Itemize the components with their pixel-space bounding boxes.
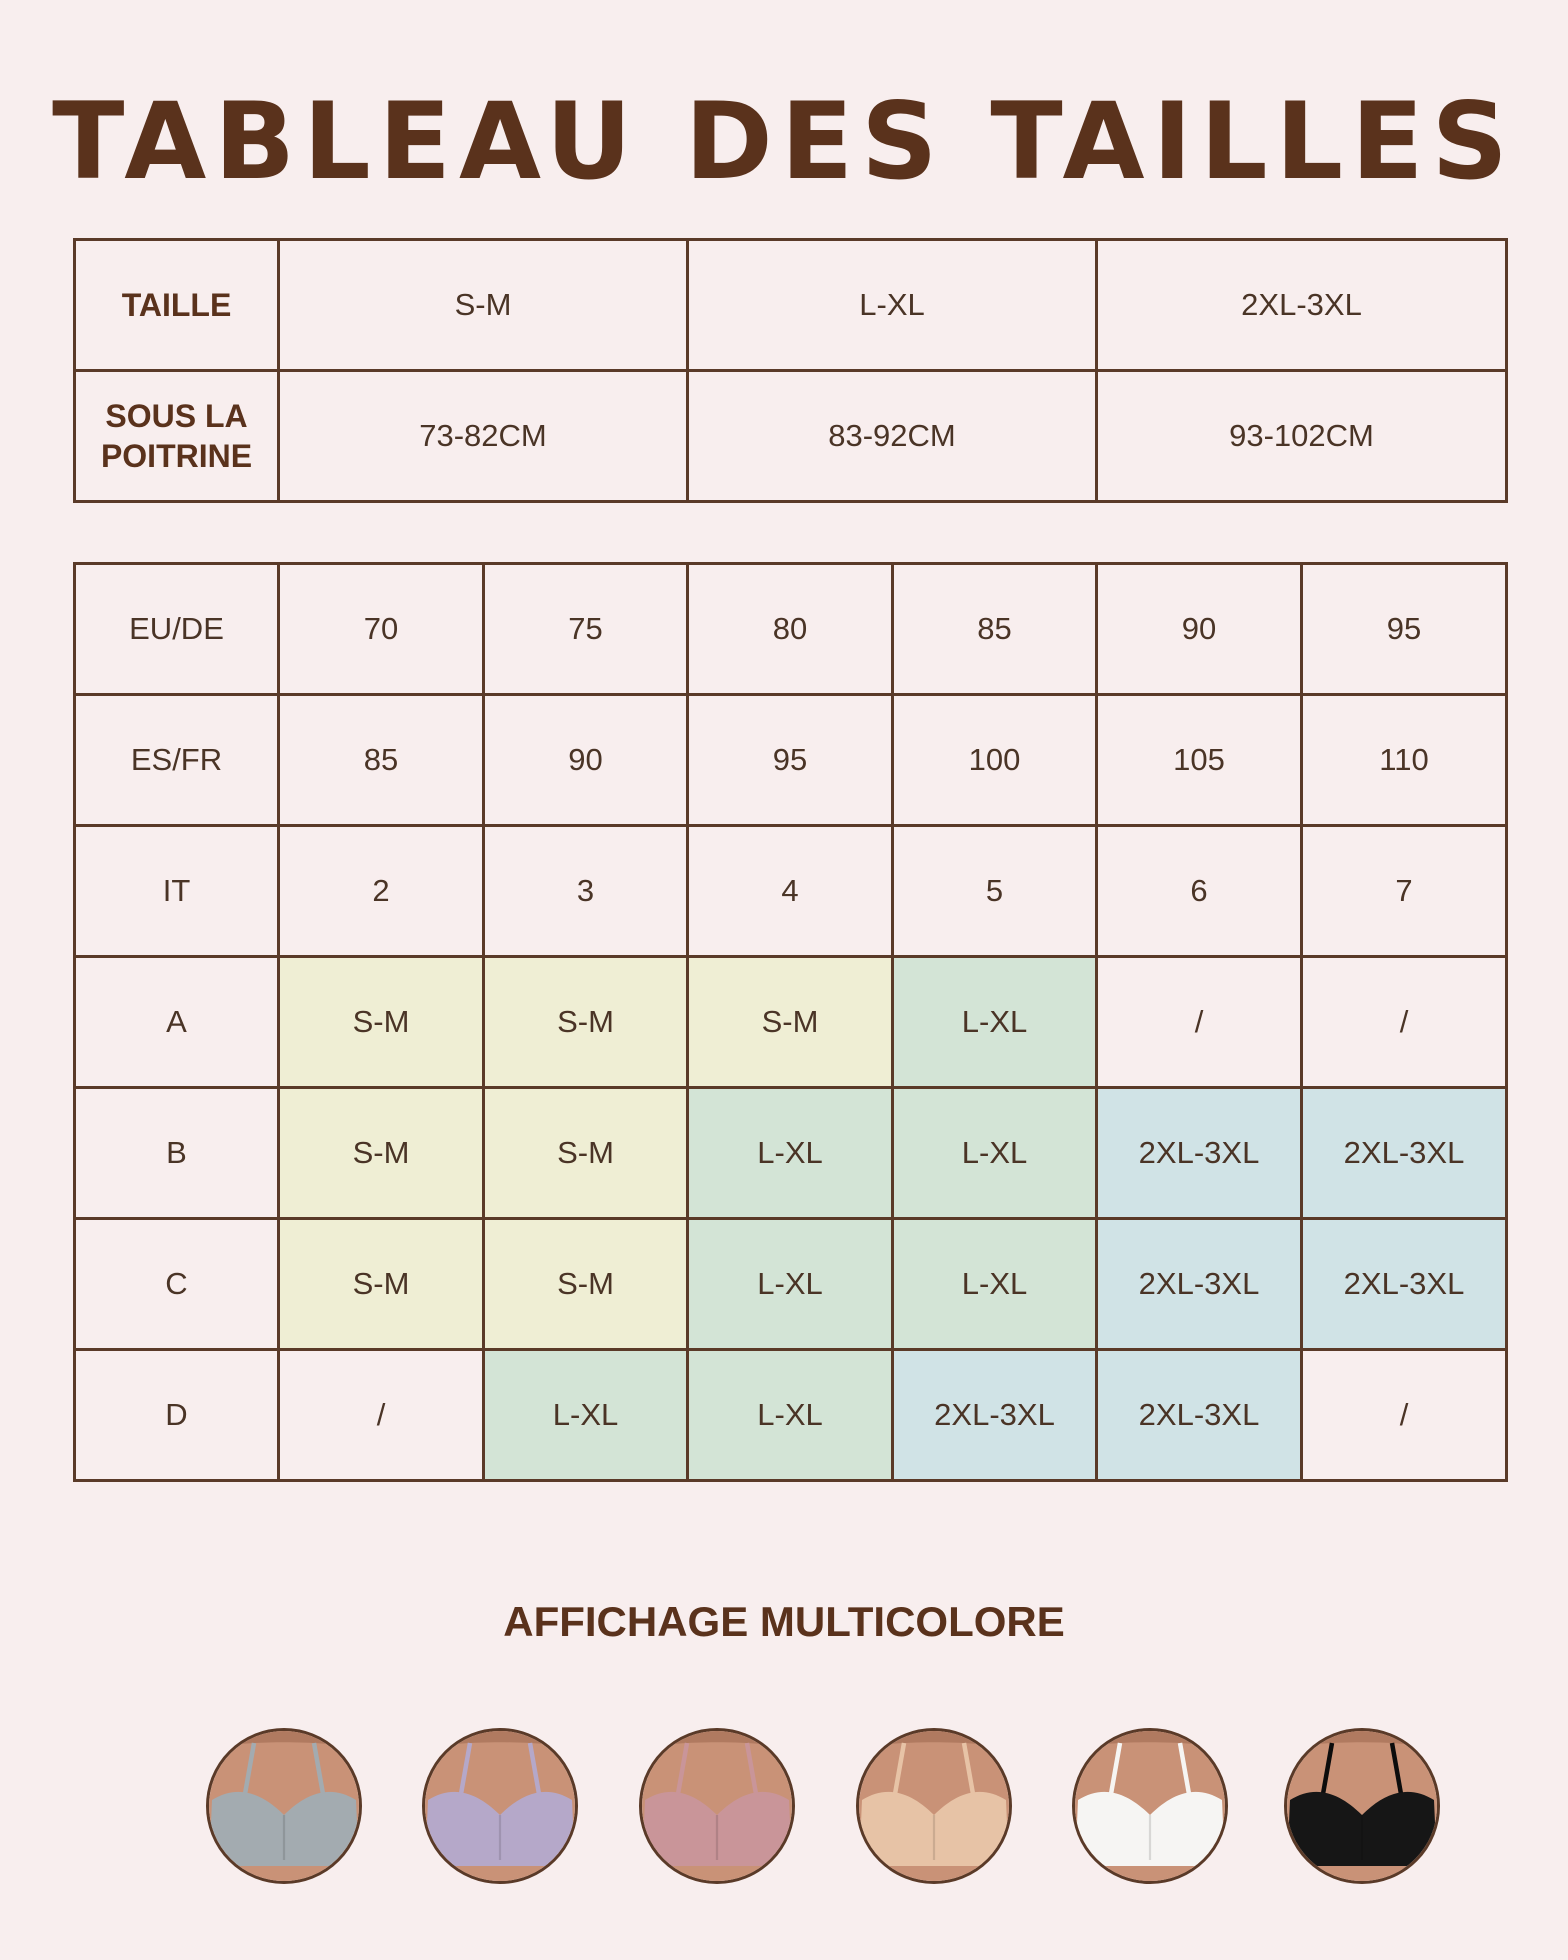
row-header: A bbox=[75, 957, 279, 1088]
table-cell: 2XL-3XL bbox=[1097, 1350, 1302, 1481]
size-table bbox=[73, 238, 1508, 503]
table-cell: L-XL bbox=[893, 957, 1097, 1088]
table-cell: 95 bbox=[1302, 564, 1507, 695]
table-row bbox=[75, 1088, 1507, 1219]
swatch-beige[interactable] bbox=[856, 1728, 1012, 1884]
table-row bbox=[75, 957, 1507, 1088]
bra-icon bbox=[642, 1731, 792, 1881]
row-header: EU/DE bbox=[75, 564, 279, 695]
table-cell: 90 bbox=[1097, 564, 1302, 695]
table-row bbox=[75, 1219, 1507, 1350]
table-cell: 70 bbox=[279, 564, 484, 695]
table-cell: L-XL bbox=[688, 1350, 893, 1481]
table-cell: L-XL bbox=[484, 1350, 688, 1481]
table-cell: 4 bbox=[688, 826, 893, 957]
table-cell: / bbox=[1302, 1350, 1507, 1481]
table-cell: 85 bbox=[279, 695, 484, 826]
section-title: AFFICHAGE MULTICOLORE bbox=[503, 1598, 1065, 1645]
row-header: TAILLE bbox=[75, 240, 279, 371]
table-cell: 7 bbox=[1302, 826, 1507, 957]
swatch-lavender[interactable] bbox=[422, 1728, 578, 1884]
row-header: D bbox=[75, 1350, 279, 1481]
table-cell: 95 bbox=[688, 695, 893, 826]
size-cell: 73-82CM bbox=[279, 371, 688, 502]
size-cell: L-XL bbox=[688, 240, 1097, 371]
table-cell: 5 bbox=[893, 826, 1097, 957]
table-cell: L-XL bbox=[893, 1219, 1097, 1350]
row-header: IT bbox=[75, 826, 279, 957]
size-cell: 2XL-3XL bbox=[1097, 240, 1507, 371]
table-cell: 75 bbox=[484, 564, 688, 695]
swatch-black[interactable] bbox=[1284, 1728, 1440, 1884]
table-cell: 2XL-3XL bbox=[893, 1350, 1097, 1481]
table-cell: 100 bbox=[893, 695, 1097, 826]
table-cell: / bbox=[1302, 957, 1507, 1088]
row-header: ES/FR bbox=[75, 695, 279, 826]
table-cell: 105 bbox=[1097, 695, 1302, 826]
swatch-pink[interactable] bbox=[639, 1728, 795, 1884]
size-row-underbust bbox=[75, 371, 1507, 502]
row-header: C bbox=[75, 1219, 279, 1350]
table-cell: S-M bbox=[279, 1088, 484, 1219]
size-cell: S-M bbox=[279, 240, 688, 371]
table-cell: 2XL-3XL bbox=[1097, 1219, 1302, 1350]
table-row bbox=[75, 564, 1507, 695]
table-cell: 90 bbox=[484, 695, 688, 826]
table-cell: 2XL-3XL bbox=[1302, 1219, 1507, 1350]
table-cell: 2XL-3XL bbox=[1097, 1088, 1302, 1219]
table-cell: S-M bbox=[484, 1088, 688, 1219]
row-header-line: SOUS LA bbox=[105, 398, 248, 434]
table-row bbox=[75, 1350, 1507, 1481]
bra-icon bbox=[1287, 1731, 1437, 1881]
table-row bbox=[75, 695, 1507, 826]
bra-icon bbox=[859, 1731, 1009, 1881]
bra-icon bbox=[425, 1731, 575, 1881]
table-cell: 110 bbox=[1302, 695, 1507, 826]
bra-icon bbox=[209, 1731, 359, 1881]
table-cell: S-M bbox=[484, 1219, 688, 1350]
table-cell: 3 bbox=[484, 826, 688, 957]
table-cell: S-M bbox=[279, 1219, 484, 1350]
row-header bbox=[75, 371, 279, 502]
bra-icon bbox=[1075, 1731, 1225, 1881]
table-cell: L-XL bbox=[688, 1088, 893, 1219]
table-cell: 85 bbox=[893, 564, 1097, 695]
size-cell: 83-92CM bbox=[688, 371, 1097, 502]
table-cell: 6 bbox=[1097, 826, 1302, 957]
page-title: TABLEAU DES TAILLES bbox=[52, 80, 1516, 203]
table-cell: / bbox=[1097, 957, 1302, 1088]
table-cell: S-M bbox=[279, 957, 484, 1088]
table-cell: 2XL-3XL bbox=[1302, 1088, 1507, 1219]
table-cell: 80 bbox=[688, 564, 893, 695]
row-header: B bbox=[75, 1088, 279, 1219]
table-cell: S-M bbox=[484, 957, 688, 1088]
swatch-grey[interactable] bbox=[206, 1728, 362, 1884]
table-row bbox=[75, 826, 1507, 957]
color-swatches bbox=[0, 1728, 1568, 1892]
table-cell: L-XL bbox=[688, 1219, 893, 1350]
size-row-taille bbox=[75, 240, 1507, 371]
table-cell: / bbox=[279, 1350, 484, 1481]
size-cell: 93-102CM bbox=[1097, 371, 1507, 502]
conversion-table bbox=[73, 562, 1508, 1482]
table-cell: 2 bbox=[279, 826, 484, 957]
swatch-white[interactable] bbox=[1072, 1728, 1228, 1884]
table-cell: S-M bbox=[688, 957, 893, 1088]
table-cell: L-XL bbox=[893, 1088, 1097, 1219]
row-header-line: POITRINE bbox=[100, 438, 253, 474]
